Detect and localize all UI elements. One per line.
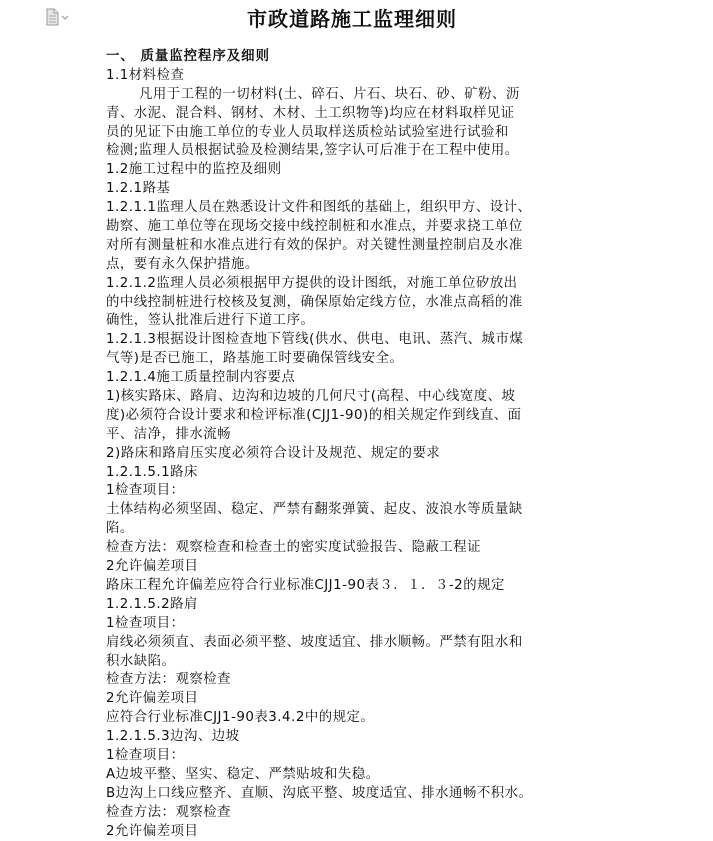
text-line: 应符合行业标准CJJ1-90表3.4.2中的规定。 [106, 710, 375, 726]
text-line: 1.2.1.3根据设计图检查地下管线(供水、供电、电讯、蒸汽、城市煤 [106, 332, 524, 348]
text-line: 度)必须符合设计要求和检评标准(CJJ1-90)的相关规定作到线直、面 [106, 407, 522, 423]
text-line: 肩线必须须直、表面必须平整、坡度适宜、排水顺畅。严禁有阻水和 [106, 634, 523, 650]
text-line: 检查方法：观察检查 [106, 804, 232, 820]
text-line: 检测;监理人员根据试验及检测结果,签字认可后准于在工程中使用。 [106, 143, 519, 159]
text-line: 1)核实路床、路肩、边沟和边坡的几何尺寸(高程、中心线宽度、坡 [106, 389, 516, 405]
text-line: 2允许偏差项目 [106, 823, 199, 839]
text-line: B边沟上口线应整齐、直顺、沟底平整、坡度适宜、排水通畅不积水。 [106, 785, 533, 801]
text-line: 2)路床和路肩压实度必须符合设计及规范、规定的要求 [106, 445, 441, 461]
document-icon[interactable] [44, 8, 70, 26]
text-line: 土体结构必须坚固、稳定、严禁有翻浆弹簧、起皮、波浪水等质量缺 [106, 502, 523, 518]
text-line: 1.2.1.5.3边沟、边坡 [106, 729, 240, 745]
text-line: 路床工程允许偏差应符合行业标准CJJ1-90表３．１．３-2的规定 [106, 577, 505, 593]
text-line: 点，要有永久保护措施。 [106, 256, 259, 272]
text-line: 气等)是否已施工，路基施工时要确保管线安全。 [106, 351, 404, 367]
text-line: 检查方法：观察检查 [106, 672, 232, 688]
text-line: 1检查项目： [106, 483, 185, 499]
text-line: 1.2.1.5.1路床 [106, 464, 198, 480]
text-line: 陷。 [106, 521, 134, 537]
text-line: 对所有测量桩和水准点进行有效的保护。对关键性测量控制启及水准 [106, 237, 523, 253]
text-line: 2允许偏差项目 [106, 559, 199, 575]
text-line: 1检查项目： [106, 747, 185, 763]
text-line: 检查方法：观察检查和检查土的密实度试验报告、隐蔽工程证 [106, 540, 482, 556]
text-line: A边坡平整、坚实、稳定、严禁贴坡和失稳。 [106, 766, 380, 782]
document-title: 市政道路施工监理细则 [247, 7, 457, 31]
document-body [106, 48, 606, 841]
text-line: 2允许偏差项目 [106, 691, 199, 707]
text-line: 1.1材料检查 [106, 67, 185, 83]
text-line: 1.2.1.2监理人员必须根据甲方提供的设计图纸，对施工单位矽放出 [106, 275, 518, 291]
text-line: 1.2.1.4施工质量控制内容要点 [106, 370, 296, 386]
text-line: 1.2施工过程中的监控及细则 [106, 162, 282, 178]
text-line: 青、水泥、混合料、钢材、木材、土工织物等)均应在材料取样见证 [106, 105, 515, 121]
text-line: 1.2.1.5.2路肩 [106, 596, 198, 612]
text-line: 1.2.1.1监理人员在熟悉设计文件和图纸的基础上，组织甲方、设计、 [106, 200, 532, 216]
text-line: 1.2.1路基 [106, 181, 171, 197]
text-line: 确性，签认批准后进行下道工序。 [106, 313, 315, 329]
text-line: 凡用于工程的一切材料(土、碎石、片石、块石、砂、矿粉、沥 [139, 86, 520, 102]
text-line: 1检查项目： [106, 615, 185, 631]
text-line: 积水缺陷。 [106, 653, 176, 669]
section-heading: 一、 质量监控程序及细则 [106, 49, 270, 64]
text-line: 平、洁净，排水流畅 [106, 426, 232, 442]
text-line: 勘察、施工单位等在现场交接中线控制桩和水准点，并要求挠工单位 [106, 219, 523, 235]
text-line: 的中线控制桩进行校核及复测，确保原始定线方位，水准点高稻的准 [106, 294, 523, 310]
text-line: 员的见证下由施工单位的专业人员取样送质检站试验室进行试验和 [106, 124, 509, 140]
